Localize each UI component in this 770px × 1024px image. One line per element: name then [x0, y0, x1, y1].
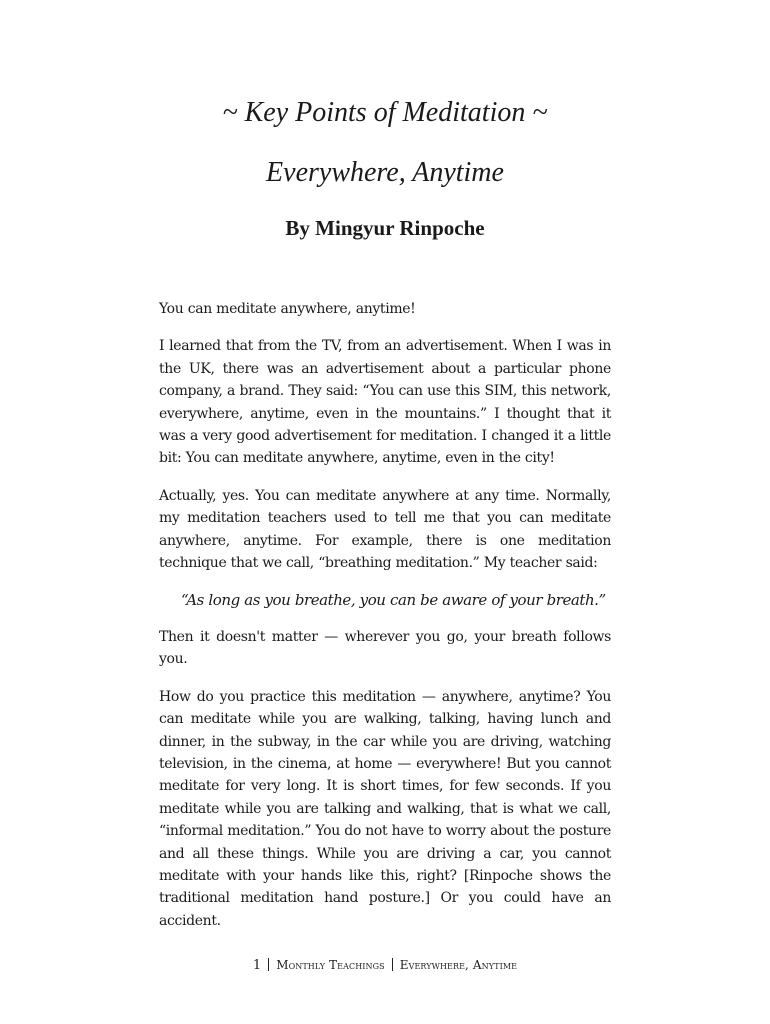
block-quote: “As long as you breathe, you can be aware of your breath.” [181, 591, 606, 610]
document-title: ~ Key Points of Meditation ~ [222, 97, 548, 128]
page-footer [0, 955, 770, 976]
footer-divider [392, 958, 393, 971]
footer-section: Everywhere, Anytime [399, 958, 518, 972]
paragraph: I learned that from the TV, from an advertisement. When I was in the UK, there was an advertisement about a particular phone company, a brand. They said: “You can use this SIM, this network, everywhere, anytime, even in the mountains.” I thought that it was a very good advertisement for meditation. I changed it a little bit: You can meditate anywhere, anytime, even in the city! [159, 338, 611, 467]
footer-divider [268, 958, 269, 971]
document-subtitle: Everywhere, Anytime [266, 157, 504, 188]
document-body [159, 298, 611, 947]
paragraph: How do you practice this meditation — anywhere, anytime? You can meditate while you are walking, talking, having lunch and dinner, in the subway, in the car while you are driving, watching television, in the cinema, at home — everywhere! But you cannot meditate for very long. It is short times, for few seconds. If you meditate while you are talking and walking, that is what we call, “informal meditation.” You do not have to worry about the posture and all these things. While you are driving a car, you cannot meditate with your hands like this, right? [Rinpoche shows the traditional meditation hand posture.] Or you could have an accident. [159, 688, 611, 929]
document-author: By Mingyur Rinpoche [285, 216, 485, 240]
paragraph: Then it doesn't matter — wherever you go, your breath follows you. [159, 628, 611, 668]
paragraph: You can meditate anywhere, anytime! [159, 301, 416, 317]
footer-series: Monthly Teachings [276, 958, 385, 972]
paragraph: Actually, yes. You can meditate anywhere at any time. Normally, my meditation teachers used to tell me that you can meditate anywhere, anytime. For example, there is one meditation technique that we call, “breathing meditation.” My teacher said: [159, 487, 611, 572]
page-number: 1 [252, 958, 262, 973]
